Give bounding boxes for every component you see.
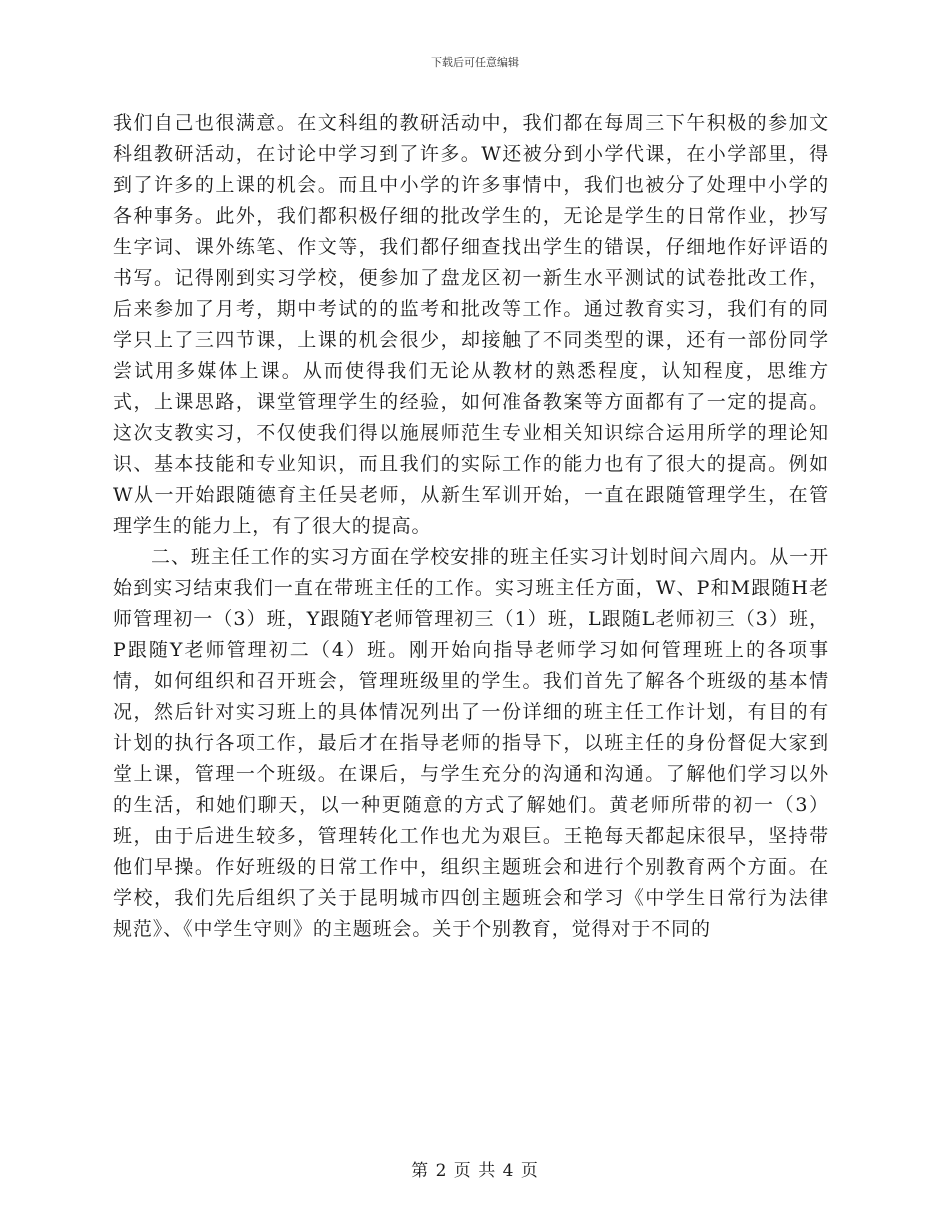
body-paragraph-continuation: 我们自己也很满意。在文科组的教研活动中，我们都在每周三下午积极的参加文科组教研活动，在讨论中学习到了许多。W还被分到小学代课，在小学部里，得到了许多的上课的机会。而且中小学的许多事情中，我们也被分了处理中小学的各种事务。此外，我们都积极仔细的批改学生的，无论是学生的日常作业，抄写生字词、课外练笔、作文等，我们都仔细查找出学生的错误，仔细地作好评语的书写。记得刚到实习学校，便参加了盘龙区初一新生水平测试的试卷批改工作，后来参加了月考，期中考试的的监考和批改等工作。通过教育实习，我们有的同学只上了三四节课，上课的机会很少，却接触了不同类型的课，还有一部份同学尝试用多媒体上课。从而使得我们无论从教材的熟悉程度，认知程度，思维方式，上课思路，课堂管理学生的经验，如何准备教案等方面都有了一定的提高。这次支教实习，不仅使我们得以施展师范生专业相关知识综合运用所学的理论知识、基本技能和专业知识，而且我们的实际工作的能力也有了很大的提高。例如W从一开始跟随德育主任吴老师，从新生军训开始，一直在跟随管理学生，在管理学生的能力上，有了很大的提高。 bbox=[113, 112, 829, 537]
page-header-note: 下载后可任意编辑 bbox=[431, 56, 519, 69]
body-paragraph-class-teacher: 二、班主任工作的实习方面在学校安排的班主任实习计划时间六周内。从一开始到实习结束我们一直在带班主任的工作。实习班主任方面，W、P和M跟随H老师管理初一（3）班，Y跟随Y老师管理初三（1）班，L跟随L老师初三（3）班，P跟随Y老师管理初二（4）班。刚开始向指导老师学习如何管理班上的各项事情，如何组织和召开班会，管理班级里的学生。我们首先了解各个班级的基本情况，然后针对实习班上的具体情况列出了一份详细的班主任工作计划，有目的有计划的执行各项工作，最后才在指导老师的指导下，以班主任的身份督促大家到堂上课，管理一个班级。在课后，与学生充分的沟通和沟通。了解他们学习以外的生活，和她们聊天，以一种更随意的方式了解她们。黄老师所带的初一（3）班，由于后进生较多，管理转化工作也尤为艰巨。王艳每天都起床很早，坚持带他们早操。作好班级的日常工作中，组织主题班会和进行个别教育两个方面。在学校，我们先后组织了关于昆明城市四创主题班会和学习《中学生日常行为法律规范》、《中学生守则》的主题班会。关于个别教育，觉得对于不同的 bbox=[113, 546, 829, 940]
document-body bbox=[113, 108, 829, 945]
page-number-footer: 第 2 页 共 4 页 bbox=[411, 1161, 539, 1181]
